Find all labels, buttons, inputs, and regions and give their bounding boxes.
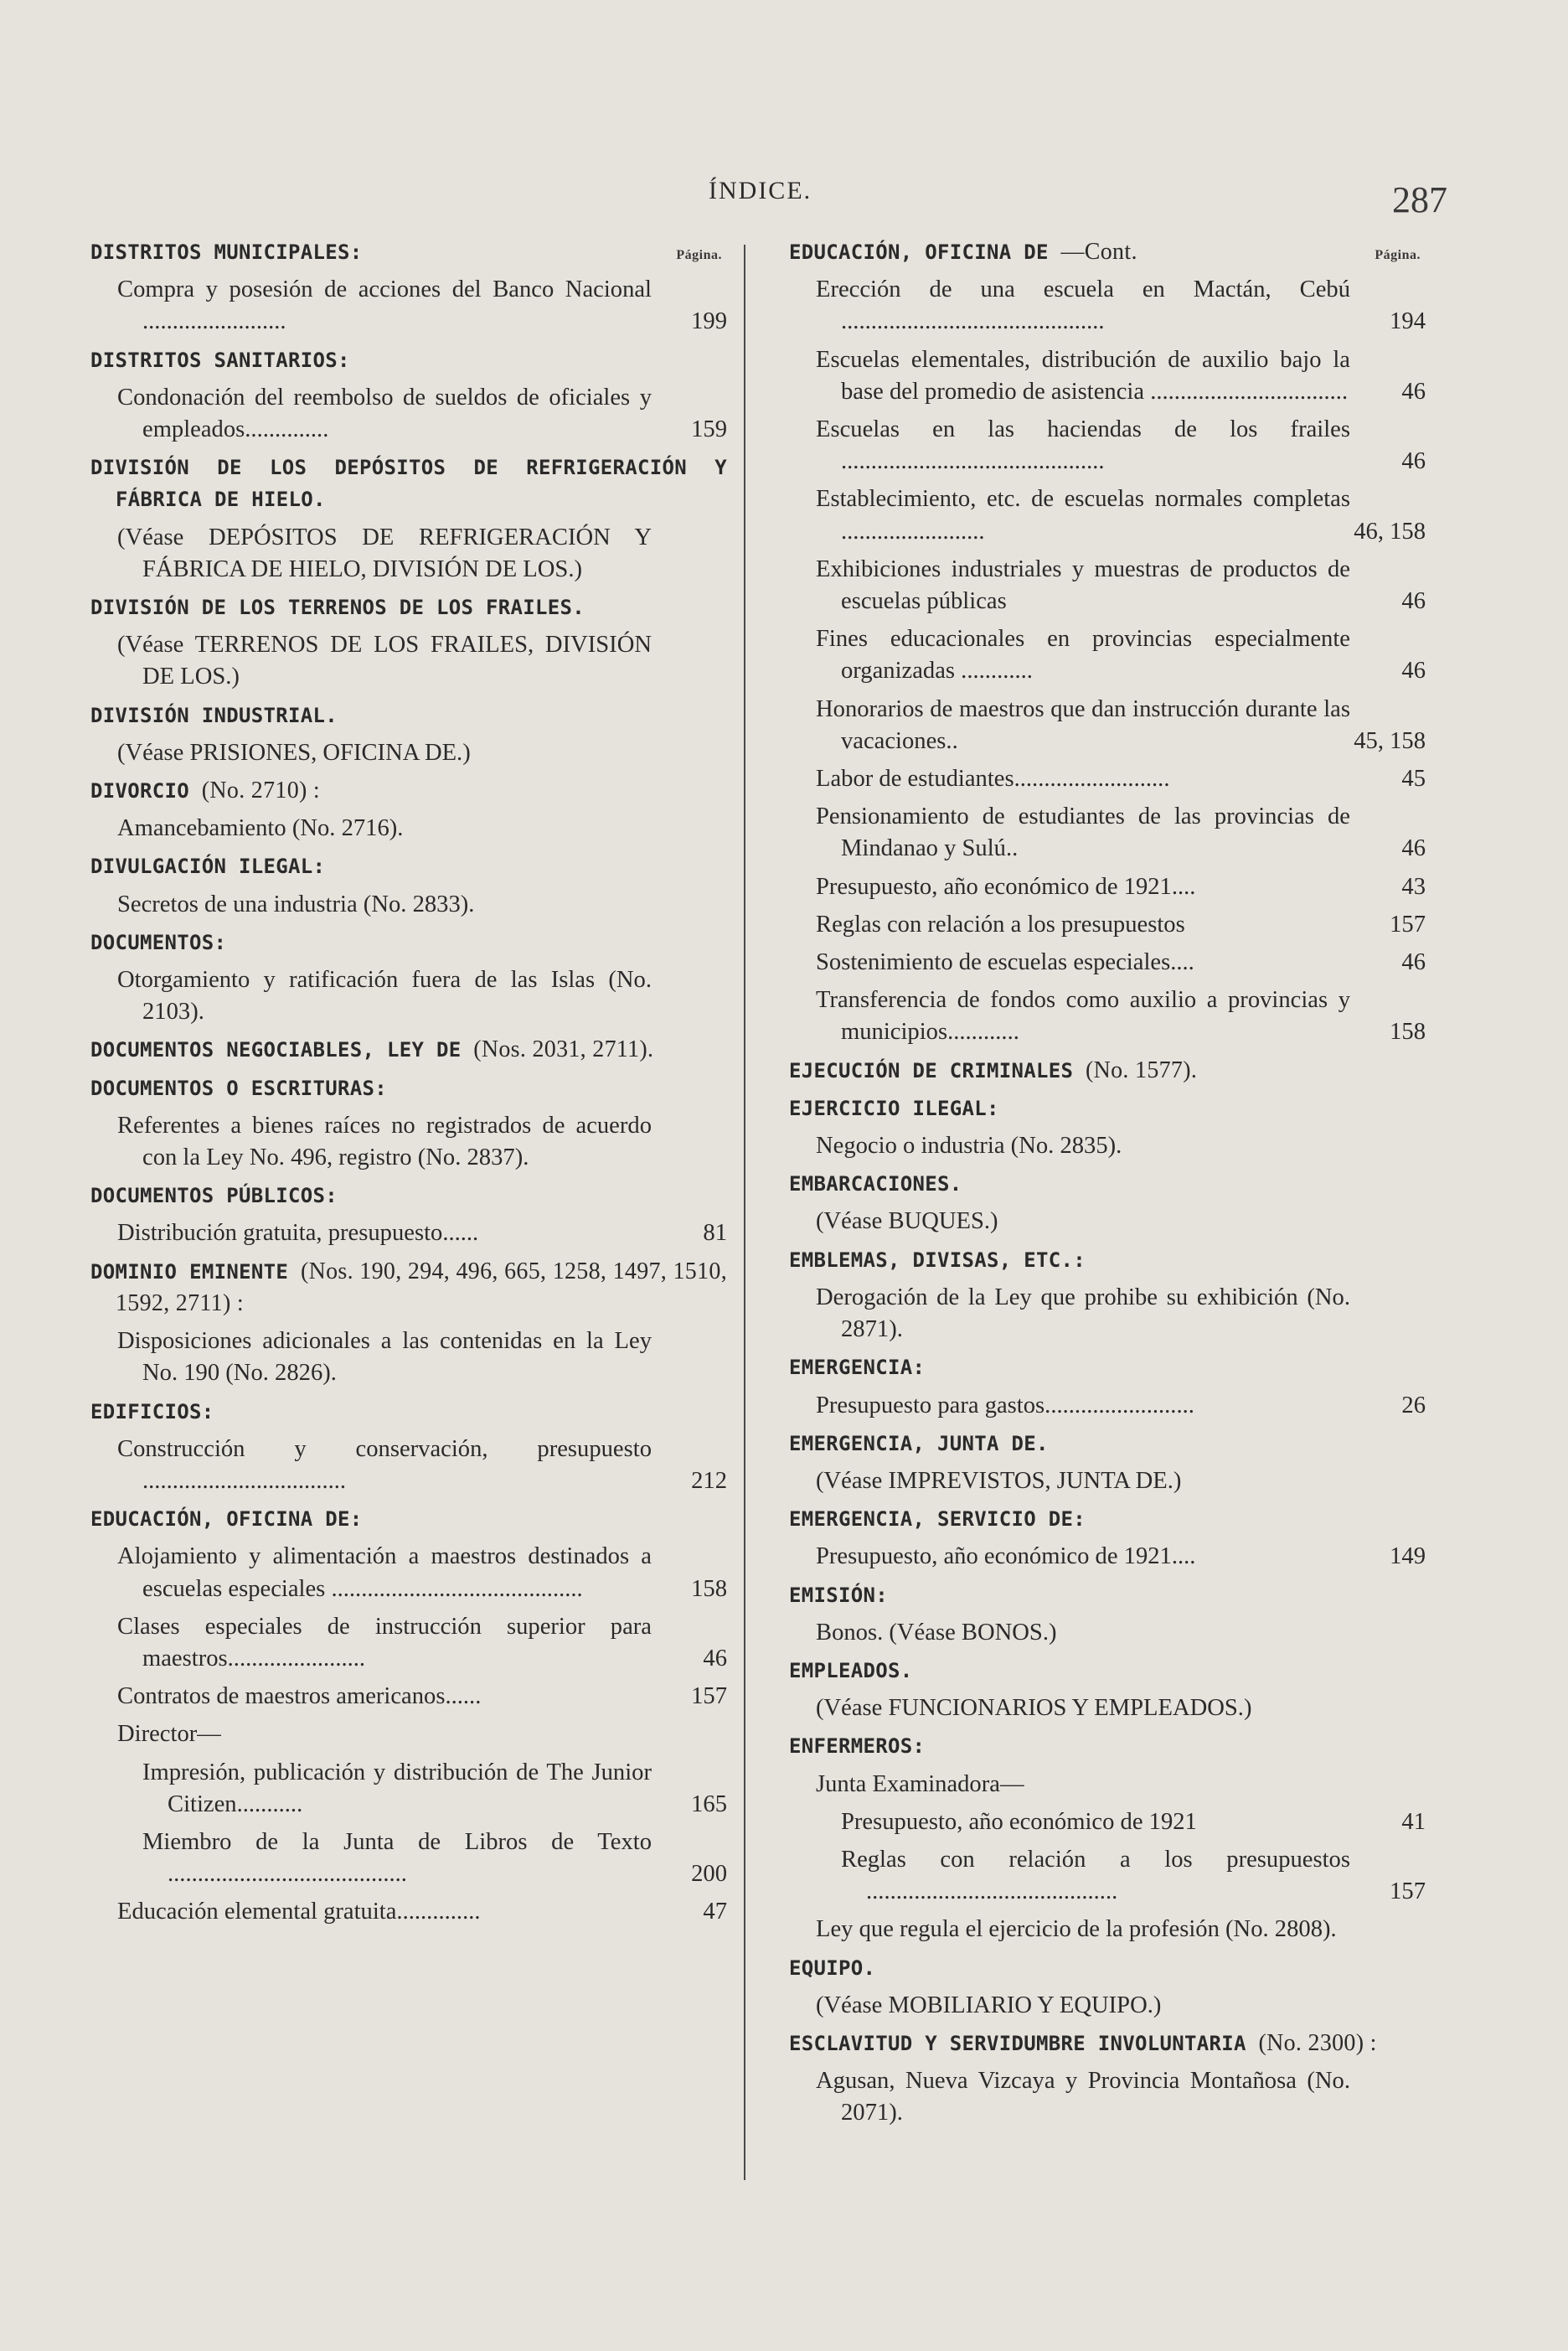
heading-ref: —Cont. bbox=[1060, 239, 1137, 265]
heading-text: ENFERMEROS: bbox=[789, 1734, 926, 1759]
heading-text: DIVORCIO bbox=[90, 779, 189, 803]
index-subentry bbox=[789, 763, 1426, 795]
subentry-text: Presupuesto, año económico de 1921.... bbox=[816, 1543, 1196, 1570]
index-subentry bbox=[90, 1611, 727, 1675]
subentry-text: (Véase PRISIONES, OFICINA DE.) bbox=[117, 739, 471, 766]
heading-ref: (Nos. 190, 294, 496, 665, 1258, 1497, 1510, 1592, 2711) : bbox=[116, 1258, 727, 1316]
subentry-page: 165 bbox=[691, 1790, 727, 1817]
index-column-right bbox=[789, 236, 1426, 2136]
subentry-page: 157 bbox=[1390, 911, 1426, 938]
subentry-text: Educación elemental gratuita.............. bbox=[117, 1899, 481, 1925]
subentry-text: Presupuesto para gastos......................... bbox=[816, 1392, 1194, 1418]
subentry-text: Disposiciones adicionales a las contenidas en la Ley No. 190 (No. 2826). bbox=[117, 1328, 652, 1387]
subentry-page: 212 bbox=[691, 1467, 727, 1494]
subentry-page: 46 bbox=[1401, 658, 1426, 685]
subentry-page: 26 bbox=[1401, 1392, 1426, 1418]
index-heading bbox=[789, 1503, 1426, 1535]
index-heading bbox=[90, 850, 727, 882]
heading-text: EJECUCIÓN DE CRIMINALES bbox=[789, 1058, 1074, 1082]
heading-text: EMERGENCIA: bbox=[789, 1356, 926, 1380]
index-heading bbox=[789, 1244, 1426, 1276]
index-subentry bbox=[90, 889, 727, 921]
subentry-text: (Véase DEPÓSITOS DE REFRIGERACIÓN Y FÁBRICA DE HIELO, DIVISIÓN DE LOS.) bbox=[117, 524, 652, 582]
index-subentry bbox=[789, 344, 1426, 408]
index-subentry bbox=[90, 274, 727, 338]
subentry-page: 47 bbox=[703, 1899, 727, 1925]
index-subentry bbox=[789, 984, 1426, 1048]
subentry-page: 46 bbox=[1401, 378, 1426, 405]
heading-text: EMERGENCIA, JUNTA DE. bbox=[789, 1431, 1049, 1455]
subentry-text: Impresión, publicación y distribución de The Junior Citizen........... bbox=[142, 1759, 652, 1817]
subentry-text: Erección de una escuela en Mactán, Cebú ............................................ bbox=[816, 276, 1350, 335]
subentry-page: 199 bbox=[691, 308, 727, 335]
index-subentry bbox=[789, 1769, 1426, 1801]
heading-text: EMPLEADOS. bbox=[789, 1658, 913, 1682]
subentry-page: 46 bbox=[1401, 448, 1426, 475]
index-subentry bbox=[789, 1390, 1426, 1422]
subentry-text: Referentes a bienes raíces no registrados de acuerdo con la Ley No. 496, registro (No. 2837). bbox=[117, 1112, 652, 1171]
index-heading bbox=[90, 236, 727, 268]
index-heading bbox=[789, 1093, 1426, 1124]
index-subentry bbox=[789, 871, 1426, 903]
subentry-text: (Véase BUQUES.) bbox=[816, 1208, 998, 1235]
subentry-text: Amancebamiento (No. 2716). bbox=[117, 815, 404, 842]
subentry-text: (Véase MOBILIARIO Y EQUIPO.) bbox=[816, 1992, 1162, 2018]
index-subentry bbox=[90, 813, 727, 845]
index-subentry bbox=[90, 522, 727, 586]
subentry-text: Honorarios de maestros que dan instrucción durante las vacaciones.. bbox=[816, 695, 1350, 754]
heading-text: EJERCICIO ILEGAL: bbox=[789, 1096, 999, 1120]
heading-text: DIVISIÓN INDUSTRIAL. bbox=[90, 703, 338, 727]
index-heading bbox=[90, 452, 727, 515]
index-subentry bbox=[789, 1541, 1426, 1573]
subentry-text: Transferencia de fondos como auxilio a provincias y municipios............ bbox=[816, 987, 1350, 1046]
subentry-text: Distribución gratuita, presupuesto...... bbox=[117, 1220, 479, 1247]
subentry-text: Compra y posesión de acciones del Banco Nacional ........................ bbox=[117, 276, 652, 335]
subentry-page: 46 bbox=[1401, 588, 1426, 615]
index-subentry bbox=[789, 1692, 1426, 1724]
index-subentry bbox=[789, 1282, 1426, 1346]
index-subentry bbox=[789, 1130, 1426, 1162]
index-subentry bbox=[90, 1434, 727, 1497]
subentry-text: Negocio o industria (No. 2835). bbox=[816, 1133, 1122, 1160]
heading-text: EDUCACIÓN, OFICINA DE bbox=[789, 240, 1049, 264]
subentry-page: 158 bbox=[691, 1575, 727, 1602]
heading-text: EDUCACIÓN, OFICINA DE: bbox=[90, 1507, 363, 1532]
index-heading bbox=[90, 344, 727, 376]
index-subentry bbox=[789, 274, 1426, 338]
heading-ref: (No. 2710) : bbox=[201, 778, 320, 804]
heading-text: DIVISIÓN DE LOS TERRENOS DE LOS FRAILES. bbox=[90, 596, 585, 620]
heading-text: EQUIPO. bbox=[789, 1956, 876, 1980]
index-subentry bbox=[789, 909, 1426, 941]
subentry-page: 46 bbox=[1401, 835, 1426, 862]
subentry-text: Establecimiento, etc. de escuelas normales completas ........................ bbox=[816, 486, 1350, 545]
subentry-text: Escuelas elementales, distribución de auxilio bajo la base del promedio de asistencia ................................. bbox=[816, 346, 1350, 405]
subentry-text: Derogación de la Ley que prohibe su exhibición (No. 2871). bbox=[816, 1284, 1350, 1343]
subentry-text: (Véase FUNCIONARIOS Y EMPLEADOS.) bbox=[816, 1695, 1252, 1722]
index-heading bbox=[90, 775, 727, 807]
index-subentry bbox=[789, 694, 1426, 757]
heading-text: EMBLEMAS, DIVISAS, ETC.: bbox=[789, 1248, 1086, 1272]
index-heading bbox=[789, 1952, 1426, 1984]
index-heading bbox=[90, 1396, 727, 1428]
index-subentry bbox=[90, 1541, 727, 1604]
index-heading bbox=[789, 1055, 1426, 1087]
index-subentry bbox=[90, 1896, 727, 1928]
index-subentry bbox=[90, 737, 727, 769]
index-subentry bbox=[789, 1617, 1426, 1649]
index-subentry bbox=[90, 629, 727, 693]
heading-ref: (No. 1577). bbox=[1085, 1057, 1198, 1083]
index-heading bbox=[789, 236, 1426, 268]
subentry-text: Ley que regula el ejercicio de la profesión (No. 2808). bbox=[816, 1916, 1337, 1943]
index-heading bbox=[90, 1034, 727, 1066]
index-subentry bbox=[789, 623, 1426, 687]
heading-text: ESCLAVITUD Y SERVIDUMBRE INVOLUNTARIA bbox=[789, 2031, 1246, 2055]
subentry-text: Labor de estudiantes.......................... bbox=[816, 766, 1170, 793]
subentry-page: 159 bbox=[691, 416, 727, 443]
subentry-text: Director— bbox=[117, 1721, 221, 1748]
subentry-page: 45, 158 bbox=[1354, 727, 1426, 754]
index-subentry bbox=[789, 483, 1426, 547]
heading-ref: (No. 2300) : bbox=[1258, 2029, 1377, 2056]
column-divider bbox=[744, 245, 745, 2180]
subentry-page: 200 bbox=[691, 1861, 727, 1888]
subentry-page: 46 bbox=[1401, 949, 1426, 976]
index-subentry bbox=[90, 964, 727, 1028]
heading-text: DOCUMENTOS O ESCRITURAS: bbox=[90, 1076, 387, 1100]
index-subentry bbox=[789, 1465, 1426, 1497]
subentry-text: Alojamiento y alimentación a maestros destinados a escuelas especiales .......................................... bbox=[117, 1543, 652, 1602]
index-heading bbox=[789, 1655, 1426, 1687]
subentry-page: 81 bbox=[703, 1220, 727, 1247]
subentry-text: Escuelas en las haciendas de los frailes ............................................ bbox=[816, 416, 1350, 475]
page-number: 287 bbox=[1392, 179, 1447, 220]
subentry-page: 194 bbox=[1390, 308, 1426, 335]
index-subentry bbox=[90, 1110, 727, 1174]
index-subentry bbox=[90, 1757, 727, 1821]
index-subentry bbox=[789, 1914, 1426, 1945]
heading-text: DOMINIO EMINENTE bbox=[90, 1259, 289, 1284]
subentry-text: Secretos de una industria (No. 2833). bbox=[117, 891, 475, 917]
index-heading bbox=[789, 1168, 1426, 1200]
subentry-page: 149 bbox=[1390, 1543, 1426, 1570]
index-subentry bbox=[789, 947, 1426, 979]
subentry-text: Agusan, Nueva Vizcaya y Provincia Montañosa (No. 2071). bbox=[816, 2068, 1350, 2126]
index-subentry bbox=[789, 1990, 1426, 2022]
index-subentry bbox=[90, 1325, 727, 1389]
heading-text: DIVISIÓN DE LOS DEPÓSITOS DE REFRIGERACIÓN Y FÁBRICA DE HIELO. bbox=[90, 456, 727, 512]
heading-text: EMERGENCIA, SERVICIO DE: bbox=[789, 1507, 1086, 1532]
subentry-text: Miembro de la Junta de Libros de Texto ........................................ bbox=[142, 1828, 652, 1888]
index-subentry bbox=[90, 1681, 727, 1713]
index-subentry bbox=[90, 382, 727, 446]
pagina-label: Página. bbox=[676, 248, 722, 262]
index-heading bbox=[90, 927, 727, 958]
subentry-text: Reglas con relación a los presupuestos bbox=[816, 911, 1185, 938]
pagina-label: Página. bbox=[1375, 248, 1421, 262]
index-heading bbox=[789, 1351, 1426, 1383]
index-subentry bbox=[789, 1844, 1426, 1908]
subentry-page: 45 bbox=[1401, 766, 1426, 793]
index-heading bbox=[789, 1579, 1426, 1611]
index-heading bbox=[90, 1503, 727, 1535]
index-subentry bbox=[789, 801, 1426, 865]
subentry-text: Condonación del reembolso de sueldos de oficiales y empleados.............. bbox=[117, 384, 652, 443]
index-subentry bbox=[789, 1806, 1426, 1838]
subentry-page: 43 bbox=[1401, 873, 1426, 900]
subentry-page: 157 bbox=[691, 1683, 727, 1710]
subentry-text: Presupuesto, año económico de 1921 bbox=[841, 1808, 1197, 1835]
subentry-page: 157 bbox=[1390, 1878, 1426, 1905]
subentry-text: (Véase TERRENOS DE LOS FRAILES, DIVISIÓN DE LOS.) bbox=[117, 632, 652, 690]
index-heading bbox=[789, 2028, 1426, 2059]
heading-text: DOCUMENTOS: bbox=[90, 930, 227, 954]
index-heading bbox=[90, 1072, 727, 1104]
subentry-text: Clases especiales de instrucción superior para maestros....................... bbox=[117, 1613, 652, 1672]
heading-ref: (Nos. 2031, 2711). bbox=[473, 1036, 654, 1063]
subentry-text: Bonos. (Véase BONOS.) bbox=[816, 1619, 1057, 1646]
page-header bbox=[0, 172, 1568, 222]
subentry-page: 158 bbox=[1390, 1019, 1426, 1046]
index-heading bbox=[789, 1428, 1426, 1460]
subentry-text: Reglas con relación a los presupuestos .......................................... bbox=[841, 1846, 1350, 1905]
subentry-text: Junta Examinadora— bbox=[816, 1770, 1024, 1797]
heading-text: DOCUMENTOS NEGOCIABLES, LEY DE bbox=[90, 1038, 462, 1062]
index-subentry bbox=[789, 414, 1426, 478]
heading-text: DISTRITOS SANITARIOS: bbox=[90, 348, 350, 372]
subentry-page: 46, 158 bbox=[1354, 518, 1426, 545]
index-heading bbox=[789, 1730, 1426, 1762]
heading-text: DOCUMENTOS PÚBLICOS: bbox=[90, 1184, 338, 1208]
subentry-text: Presupuesto, año económico de 1921.... bbox=[816, 873, 1196, 900]
index-subentry bbox=[789, 1206, 1426, 1238]
heading-text: DIVULGACIÓN ILEGAL: bbox=[90, 855, 326, 879]
index-heading bbox=[90, 592, 727, 623]
subentry-text: Exhibiciones industriales y muestras de productos de escuelas públicas bbox=[816, 555, 1350, 615]
subentry-text: Sostenimiento de escuelas especiales.... bbox=[816, 949, 1194, 976]
index-column-left bbox=[90, 236, 727, 1935]
subentry-text: (Véase IMPREVISTOS, JUNTA DE.) bbox=[816, 1467, 1182, 1494]
heading-text: DISTRITOS MUNICIPALES: bbox=[90, 240, 363, 264]
heading-text: EMISIÓN: bbox=[789, 1583, 888, 1607]
index-subentry bbox=[789, 554, 1426, 617]
index-heading bbox=[90, 700, 727, 731]
index-subentry bbox=[90, 1718, 727, 1750]
subentry-page: 41 bbox=[1401, 1808, 1426, 1835]
subentry-text: Pensionamiento de estudiantes de las provincias de Mindanao y Sulú.. bbox=[816, 803, 1350, 862]
subentry-text: Fines educacionales en provincias especialmente organizadas ............ bbox=[816, 626, 1350, 685]
subentry-text: Construcción y conservación, presupuesto .................................. bbox=[117, 1435, 652, 1494]
subentry-text: Contratos de maestros americanos...... bbox=[117, 1683, 482, 1710]
heading-text: EMBARCACIONES. bbox=[789, 1172, 962, 1196]
index-subentry bbox=[90, 1217, 727, 1249]
index-subentry bbox=[90, 1827, 727, 1890]
index-subentry bbox=[789, 2065, 1426, 2129]
index-heading bbox=[90, 1180, 727, 1212]
index-heading bbox=[90, 1256, 727, 1320]
subentry-page: 46 bbox=[703, 1645, 727, 1672]
heading-text: EDIFICIOS: bbox=[90, 1399, 214, 1424]
running-title: ÍNDICE. bbox=[709, 177, 812, 204]
subentry-text: Otorgamiento y ratificación fuera de las Islas (No. 2103). bbox=[117, 967, 652, 1026]
